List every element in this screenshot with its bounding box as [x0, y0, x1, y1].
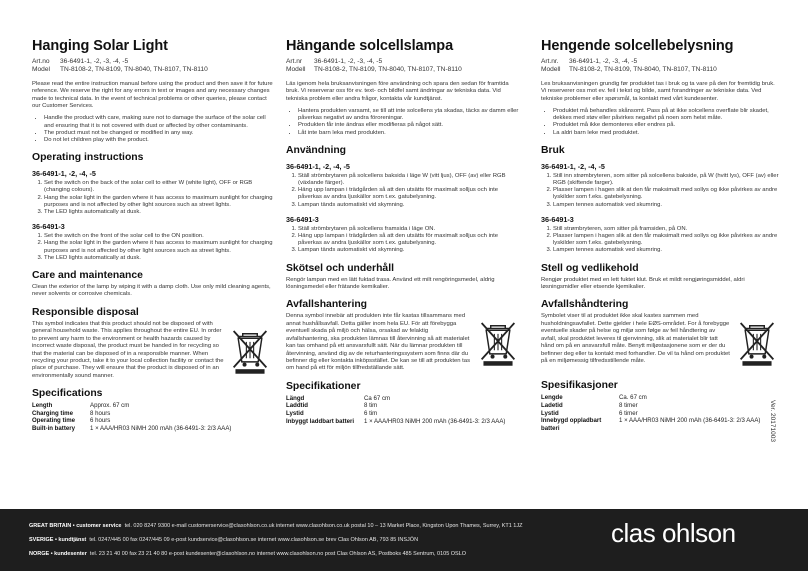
model-value: TN-8108-2, TN-8109, TN-8040, TN-8107, TN-8110: [569, 66, 717, 74]
specs-table: [32, 402, 274, 432]
precautions-list: [32, 115, 274, 144]
step-item: 3. The LED lights automatically at dusk.: [44, 209, 274, 216]
variant-heading: 36-6491-3: [286, 214, 319, 224]
steps-list: [286, 226, 522, 255]
footer-row-gb: GREAT BRITAIN • customer service tel. 020 8247 9300 e-mail customerservice@clasohlson.co.uk internet www.clasohlson.co.uk postal 10 – 13 Market Place, Kingston Upon Thames, Surrey, KT1 1JZ: [29, 523, 523, 529]
spec-value: 6 hours: [90, 417, 111, 425]
weee-bin-icon: [737, 319, 781, 372]
care-heading: Skötsel och underhåll: [286, 262, 394, 274]
spec-key: Laddtid: [286, 402, 309, 410]
article-meta: [32, 58, 274, 75]
step-item: 1. Set the switch on the back of the solar cell to either W (white light), OFF or RGB (changing colours).: [44, 180, 274, 194]
spec-value: Approx. 67 cm: [90, 402, 130, 410]
artnr-label: Art.nr.: [541, 58, 559, 65]
disposal-heading: Avfallshåndtering: [541, 299, 629, 311]
spec-key: Inbyggt laddbart batteri: [286, 417, 355, 425]
spec-value: 1 × AAA/HR03 NiMH 200 mAh (36-6491-3: 2/3 AAA): [619, 417, 761, 425]
article-meta: [541, 58, 781, 75]
model-value: TN-8108-2, TN-8109, TN-8040, TN-8107, TN-8110: [314, 66, 462, 74]
disposal-heading: Avfallshantering: [286, 299, 368, 311]
spec-value: 8 hours: [90, 409, 111, 417]
steps-list: [32, 233, 274, 262]
disposal-block: [32, 321, 274, 380]
spec-key: Innebygd oppladbart batteri: [541, 417, 602, 432]
step-item: 3. Lampen tennes automatisk ved skumring.: [553, 202, 781, 209]
manual-column: [541, 30, 781, 432]
model-value: TN-8108-2, TN-8109, TN-8040, TN-8107, TN-8110: [60, 66, 208, 74]
disposal-text: Denna symbol innebär att produkten inte får kastas tillsammans med annat hushållsavfall. Detta gäller inom hela EU. För att förebygga eventuell skada på miljö och hälsa, orsakad av felaktig avfallshantering, ska produkten lämnas till återvinning så att materialet kan tas omhand på ett ansvarsfullt sätt. När du lämnar produkten till återvinning, använd dig av de returhanteringssystem som finns där du befinner dig eller kontakta inköpsstället. De kan se till att produkten tas om hand på ett för miljön tillfredställande sätt.: [286, 313, 471, 372]
operating-heading: Operating instructions: [32, 152, 144, 164]
step-item: 2. Plasser lampen i hagen slik at den får maksimalt med sollys og ikke påvirkes av andre lyskilder som f.eks. gatebelysning.: [553, 233, 781, 247]
footer-row-no: NORGE • kundesenter tel. 23 21 40 00 fax 23 21 40 80 e-post kundesenter@clasohlson.no internet www.clasohlson.no post Clas Ohlson AS, Postboks 485 Sentrum, 0105 OSLO: [29, 551, 467, 557]
step-item: 3. Lampan tänds automatiskt vid skymning.: [298, 202, 522, 209]
specs-heading: Spesifikasjoner: [541, 380, 618, 392]
disposal-block: [541, 313, 781, 372]
step-item: 2. Plasser lampen i hagen slik at den får maksimalt med sollys og ikke påvirkes av andre lyskilder som f.eks. gatebelysning.: [553, 187, 781, 201]
care-heading: Care and maintenance: [32, 270, 143, 282]
spec-value: 1 × AAA/HR03 NiMH 200 mAh (36-6491-3: 2/3 AAA): [364, 417, 506, 425]
model-label: Model: [32, 66, 50, 74]
spec-value: Ca. 67 cm: [619, 394, 647, 402]
disposal-heading: Responsible disposal: [32, 306, 139, 318]
specs-table: [541, 394, 781, 432]
step-item: 2. Hang the solar light in the garden where it has access to maximum sunlight for charging purposes and is not affected by other light sources such as street lights.: [44, 195, 274, 209]
manual-title: Hängande solcellslampa: [286, 38, 454, 54]
precaution-item: • Låt inte barn leka med produkten.: [298, 130, 522, 137]
model-label: Modell: [541, 66, 561, 74]
spec-key: Längd: [286, 394, 305, 402]
spec-value: 6 tim: [364, 409, 378, 417]
steps-list: [541, 173, 781, 209]
spec-key: Ladetid: [541, 402, 563, 410]
variant-heading: 36-6491-3: [32, 222, 65, 232]
disposal-text: This symbol indicates that this product should not be disposed of with general household waste. This applies throughout the entire EU. In order to prevent any harm to the environment or health hazards caused by incorrect waste disposal, the product must be handed in for recycling so that the material can be disposed of in a responsible manner. When recycling your product, take it to your local collection facility or contact the place of purchase. They will ensure that the product is disposed of in an environmentally sound manner.: [32, 320, 224, 379]
precaution-item: • La aldri barn leke med produktet.: [553, 130, 781, 137]
manual-column: [286, 30, 522, 425]
steps-list: [286, 173, 522, 209]
step-item: 1. Still inn strømbryteren, som sitter på solcellens bakside, på W (hvitt lys), OFF (av) eller RGB (skiftende farger).: [553, 173, 781, 187]
step-item: 3. Lampen tennes automatisk ved skumring.: [553, 247, 781, 254]
step-item: 3. Lampan tänds automatiskt vid skymning.: [298, 247, 522, 254]
artnr-label: Art.nr: [286, 58, 303, 65]
care-text: Rengjør produktet med en lett fuktet klut. Bruk et mildt rengjøringsmiddel, aldri løsningsmidler eller etsende kjemikalier.: [541, 276, 745, 291]
artnr-value: 36-6491-1, -2, -3, -4, -5: [314, 58, 383, 65]
variant-heading: 36-6491-1, -2, -4, -5: [32, 169, 96, 179]
manual-title: Hengende solcellebelysning: [541, 38, 734, 54]
spec-key: Built-in battery: [32, 424, 75, 432]
weee-bin-icon: [478, 319, 522, 372]
precaution-item: • Do not let children play with the product.: [44, 137, 274, 144]
steps-list: [32, 180, 274, 216]
variant-heading: 36-6491-3: [541, 214, 574, 224]
version-label: Ver. 20171003: [769, 400, 776, 442]
spec-key: Lystid: [541, 409, 559, 417]
spec-key: Lystid: [286, 409, 304, 417]
spec-value: Ca 67 cm: [364, 394, 391, 402]
step-item: 2. Häng upp lampan i trädgården så att den utsätts för maximalt solljus och inte påverkas av andra ljuskällor som t.ex. gatubelysning.: [298, 233, 522, 247]
precaution-item: • The product must not be changed or modified in any way.: [44, 130, 274, 137]
variant-heading: 36-6491-1, -2, -4, -5: [286, 161, 350, 171]
step-item: 1. Still strømbryteren, som sitter på framsiden, på ON.: [553, 226, 781, 233]
step-item: 1. Ställ strömbrytaren på solcellens framsida i läge ON.: [298, 226, 522, 233]
artnr-value: 36-6491-1, -2, -3, -4, -5: [60, 58, 129, 65]
spec-key: Lengde: [541, 394, 563, 402]
step-item: 3. The LED lights automatically at dusk.: [44, 255, 274, 262]
spec-key: Length: [32, 402, 53, 410]
model-label: Modell: [286, 66, 306, 74]
spec-value: 1 × AAA/HR03 NiMH 200 mAh (36-6491-3: 2/3 AAA): [90, 424, 232, 432]
manual-title: Hanging Solar Light: [32, 38, 168, 54]
precaution-item: • Produktet må behandles skånsomt. Pass på at ikke solcellens overflate blir skadet, dekkes med støv eller påvirkes negativt på noen som helst måte.: [553, 108, 781, 122]
disposal-text: Symbolet viser til at produktet ikke skal kastes sammen med husholdningsavfallet. Dette gjelder i hele EØS-området. For å forebygge eventuelle skader på helse og miljø som følge av feil håndtering av avfall, skal produktet leveres til gjenvinning, slik at materialet blir tatt hånd om på en ansvarsfull måte. Benytt miljøstasjonene som er der du befinner deg eller ta kontakt med forhandler. De vil ta hånd om produktet på en miljømessig tilfredsstillende måte.: [541, 313, 730, 364]
spec-key: Charging time: [32, 409, 73, 417]
precaution-item: • Produkten får inte ändras eller modifieras på något sätt.: [298, 122, 522, 129]
step-item: 1. Ställ strömbrytaren på solcellens baksida i läge W (vitt ljus), OFF (av) eller RGB (växlande färger).: [298, 173, 522, 187]
artnr-label: Art.no: [32, 58, 50, 65]
steps-list: [541, 226, 781, 255]
spec-key: Operating time: [32, 417, 76, 425]
step-item: 2. Häng upp lampan i trädgården så att den utsätts för maximalt solljus och inte påverkas av andra ljuskällor som t.ex. gatubelysning.: [298, 187, 522, 201]
spec-value: 6 timer: [619, 409, 638, 417]
specs-table: [286, 395, 522, 425]
precaution-item: • Produktet må ikke demonteres eller endres på.: [553, 122, 781, 129]
intro-text: Läs igenom hela bruksanvisningen före användning och spara den sedan för framtida bruk. Vi reserverar oss för ev. text- och bildfel samt ändringar av tekniska data. Vid tekniska problem eller andra frågor, kontakta vår kundtjänst.: [286, 80, 509, 102]
specs-heading: Specifikationer: [286, 380, 361, 392]
step-item: 1. Set the switch on the front of the solar cell to the ON position.: [44, 233, 274, 240]
spec-value: 8 timer: [619, 402, 638, 410]
precautions-list: [541, 108, 781, 137]
manual-column: [32, 30, 274, 433]
care-text: Clean the exterior of the lamp by wiping it with a damp cloth. Use only mild cleaning agents, never solvents or corrosive chemicals.: [32, 284, 271, 298]
artnr-value: 36-6491-1, -2, -3, -4, -5: [569, 58, 638, 65]
spec-value: 8 tim: [364, 402, 378, 410]
care-text: Rengör lampan med en lätt fuktad trasa. Använd ett milt rengöringsmedel, aldrig lösningsmedel eller frätande kemikalier.: [286, 276, 495, 291]
footer-row-se: SVERIGE • kundtjänst tel. 0247/445 00 fax 0247/445 09 e-post kundservice@clasohlson.se internet www.clasohlson.se brev Clas Ohlson AB, 793 85 INSJÖN: [29, 537, 419, 543]
article-meta: [286, 58, 522, 75]
weee-bin-icon: [230, 327, 274, 380]
operating-heading: Bruk: [541, 144, 565, 156]
intro-text: Please read the entire instruction manual before using the product and then save it for future reference. We reserve the right for any errors in text or images and any necessary changes made to technical data. In the event of technical problems or other queries, please contact our Customer Services.: [32, 80, 273, 110]
precaution-item: • Hantera produkten varsamt, se till att inte solcellens yta skadas, täcks av damm eller påverkas negativt av andra föroreningar.: [298, 108, 522, 122]
care-heading: Stell og vedlikehold: [541, 262, 639, 274]
disposal-block: [286, 313, 522, 372]
operating-heading: Användning: [286, 144, 347, 156]
brand-logo: clas ohlson: [611, 518, 736, 548]
precautions-list: [286, 108, 522, 137]
precaution-item: • Handle the product with care, making sure not to damage the surface of the solar cell and ensuring that it is not covered with dust or affected by other contaminants.: [44, 115, 274, 129]
variant-heading: 36-6491-1, -2, -4, -5: [541, 161, 605, 171]
specs-heading: Specifications: [32, 388, 103, 400]
intro-text: Les bruksanvisningen grundig før produktet tas i bruk og ta vare på den for fremtidig bruk. Vi reserverer oss mot ev. feil i tekst og bilde, samt forandringer av tekniske data. Ved tekniske problemer eller spørsmål, ta kontakt med vårt kundesenter.: [541, 80, 775, 102]
step-item: 2. Hang the solar light in the garden where it has access to maximum sunlight for charging purposes and is not affected by other light sources such as street lights.: [44, 240, 274, 254]
